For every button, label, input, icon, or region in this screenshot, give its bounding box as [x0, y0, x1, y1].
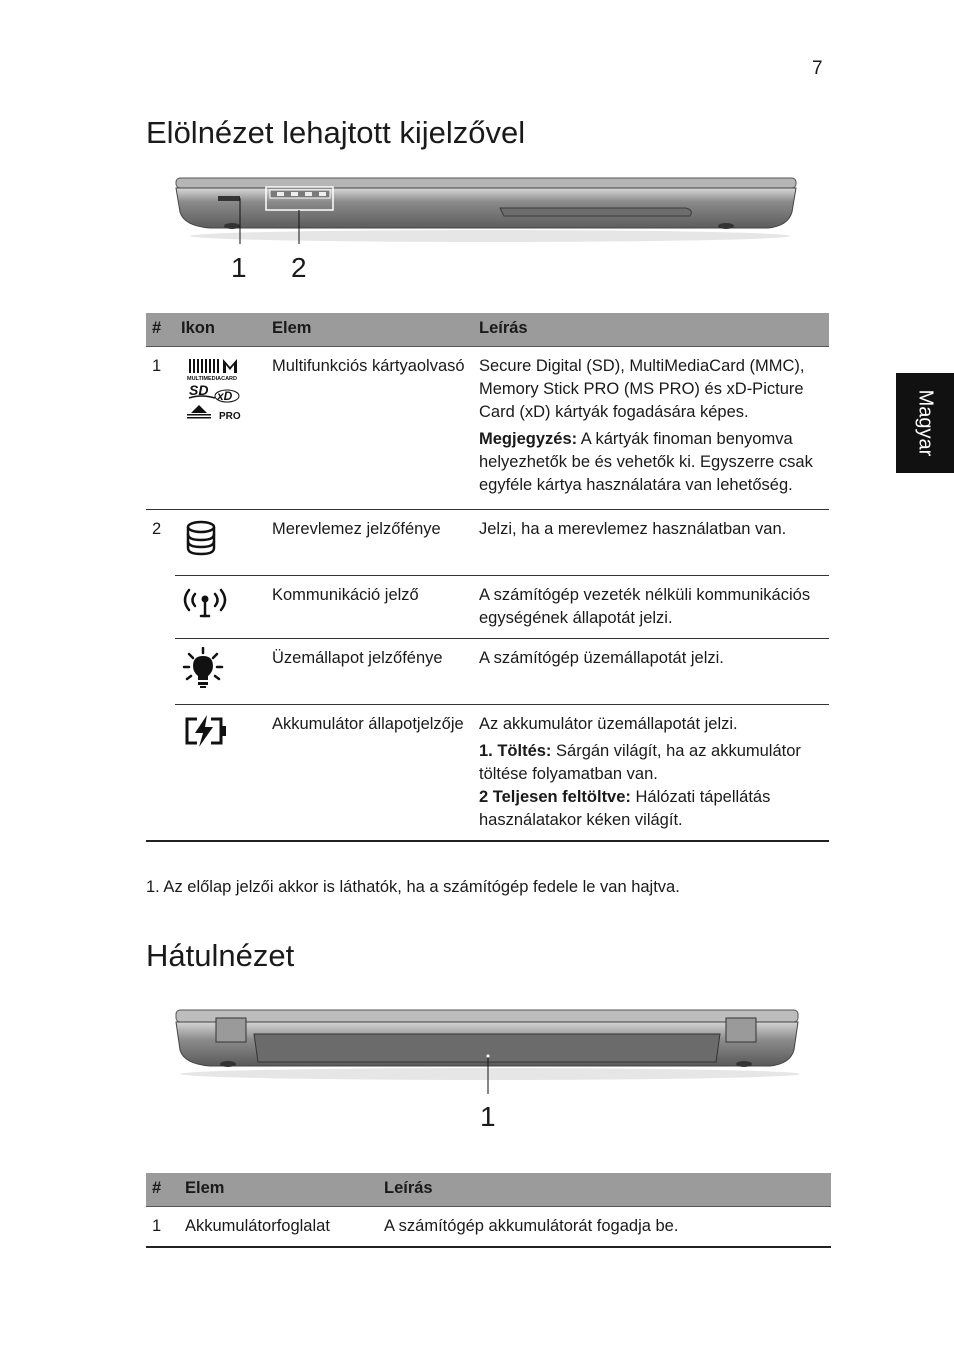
table-header-row	[146, 313, 829, 347]
element-name: Akkumulátorfoglalat	[179, 1207, 378, 1248]
rear-spec-table	[146, 1173, 831, 1248]
row-number	[146, 705, 175, 842]
front-view-title: Elölnézet lehajtott kijelzővel	[146, 115, 526, 150]
note-text: A kártyák finoman benyomva helyezhetők be és vehetők ki. Egyszerre csak egyféle kártya használatára van lehetőség.	[479, 430, 813, 494]
column-header: #	[146, 1173, 179, 1207]
battery-charge-icon	[181, 713, 229, 749]
element-description: Secure Digital (SD), MultiMediaCard (MMC), Memory Stick PRO (MS PRO) és xD-Picture Card (xD) kártyák fogadására képes.	[479, 357, 805, 421]
row-number: 1	[152, 357, 162, 375]
column-header: Leírás	[378, 1173, 831, 1207]
footnote: 1. Az előlap jelzői akkor is láthatók, ha a számítógép fedele le van hajtva.	[146, 878, 680, 896]
row-number: 1	[146, 1207, 179, 1248]
page-number: 7	[812, 58, 823, 79]
front-callout-2: 2	[291, 252, 307, 283]
element-description: Az akkumulátor üzemállapotát jelzi.	[479, 715, 738, 733]
column-header: Elem	[266, 313, 473, 347]
power-bulb-icon	[181, 647, 225, 689]
card-reader-icon	[181, 355, 251, 425]
front-spec-table	[146, 313, 829, 842]
column-header: Ikon	[175, 313, 266, 347]
column-header: Elem	[179, 1173, 378, 1207]
svg-text:SD: SD	[189, 382, 209, 398]
language-tab-label: Magyar	[914, 389, 937, 457]
row-number	[146, 639, 175, 705]
wireless-icon	[181, 584, 229, 620]
element-name: Kommunikáció jelző	[266, 576, 473, 639]
front-callout-1: 1	[231, 252, 247, 283]
list-item: 2 Teljesen feltöltve: Hálózati tápellátás használatakor kéken világít.	[479, 788, 771, 829]
language-tab	[896, 373, 954, 473]
hdd-icon	[181, 518, 221, 560]
laptop-front-illustration	[170, 172, 810, 244]
row-number	[146, 576, 175, 639]
table-row	[146, 639, 829, 705]
table-header-row	[146, 1173, 831, 1207]
rear-callout-1: 1	[480, 1101, 496, 1132]
table-row	[146, 576, 829, 639]
element-description: A számítógép akkumulátorát fogadja be.	[378, 1207, 831, 1248]
column-header: #	[146, 313, 175, 347]
table-row	[146, 510, 829, 576]
element-name: Multifunkciós kártyaolvasó	[272, 357, 465, 375]
element-description: Jelzi, ha a merevlemez használatban van.	[473, 510, 829, 576]
list-item: 1. Töltés: Sárgán világít, ha az akkumulátor töltése folyamatban van.	[479, 742, 801, 783]
svg-text:xD: xD	[217, 389, 233, 403]
table-row	[146, 705, 829, 842]
note	[479, 428, 823, 497]
element-name: Üzemállapot jelzőfénye	[266, 639, 473, 705]
svg-text:PRO: PRO	[219, 411, 241, 422]
note-label: Megjegyzés:	[479, 430, 578, 448]
element-name: Akkumulátor állapotjelzője	[266, 705, 473, 842]
element-description: A számítógép üzemállapotát jelzi.	[473, 639, 829, 705]
table-row	[146, 347, 829, 510]
row-number: 2	[146, 510, 175, 576]
svg-text:MULTIMEDIACARD: MULTIMEDIACARD	[187, 376, 238, 382]
column-header: Leírás	[473, 313, 829, 347]
table-row	[146, 1207, 831, 1248]
laptop-rear-illustration	[170, 1004, 810, 1094]
rear-view-title: Hátulnézet	[146, 938, 295, 973]
element-name: Merevlemez jelzőfénye	[266, 510, 473, 576]
element-description: A számítógép vezeték nélküli kommunikációs egységének állapotát jelzi.	[473, 576, 829, 639]
